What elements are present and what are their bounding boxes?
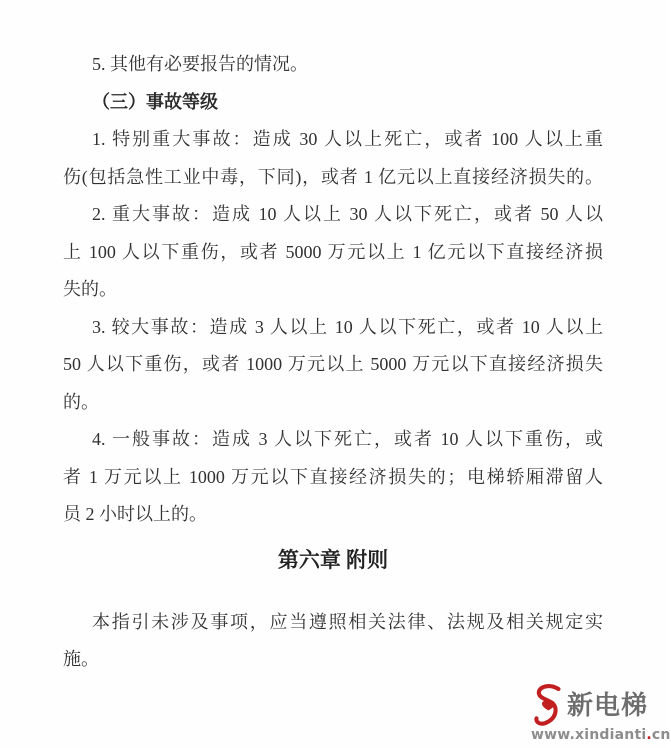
brand-name: 新电梯 (567, 690, 649, 721)
doc-line-level4-b: 者 1 万元以上 1000 万元以下直接经济损失的；电梯轿厢滞留人 (63, 466, 603, 487)
doc-line-level4-a: 4. 一般事故：造成 3 人以下死亡，或者 10 人以下重伤，或 (92, 429, 603, 449)
url-dot: . (646, 727, 652, 743)
chapter-heading: 第六章 附则 (277, 547, 389, 572)
doc-line-level4-c: 员 2 小时以上的。 (63, 504, 207, 524)
doc-line-closing-b: 施。 (63, 649, 99, 669)
document-body (63, 46, 603, 679)
watermark-brand-row (531, 684, 663, 727)
xindianti-watermark (531, 684, 671, 743)
doc-line-level2-b: 上 100 人以下重伤，或者 5000 万元以上 1 亿元以下直接经济损 (63, 241, 603, 262)
xindianti-logo-icon (531, 684, 564, 727)
doc-line-level2-a: 2. 重大事故：造成 10 人以上 30 人以下死亡，或者 50 人以 (92, 204, 603, 224)
website-url (531, 727, 671, 743)
doc-line-level2-c: 失的。 (63, 279, 117, 299)
doc-line-level1-b: 伤(包括急性工业中毒，下同)，或者 1 亿元以上直接经济损失的。 (63, 166, 603, 187)
doc-line-level1-a: 1. 特别重大事故：造成 30 人以上死亡，或者 100 人以上重 (92, 129, 603, 149)
doc-line-level3-a: 3. 较大事故：造成 3 人以上 10 人以下死亡，或者 10 人以上 (92, 316, 603, 337)
url-www: www.xindianti (531, 727, 647, 743)
doc-line-level3-b: 50 人以下重伤，或者 1000 万元以上 5000 万元以下直接经济损失 (63, 354, 603, 374)
doc-line-other-reports: 5. 其他有必要报告的情况。 (92, 54, 308, 74)
url-tld: cn (651, 727, 671, 743)
section-heading-accident-levels: （三）事故等级 (92, 91, 218, 112)
doc-line-level3-c: 的。 (63, 391, 99, 412)
doc-line-closing-a: 本指引未涉及事项，应当遵照相关法律、法规及相关规定实 (92, 611, 603, 632)
